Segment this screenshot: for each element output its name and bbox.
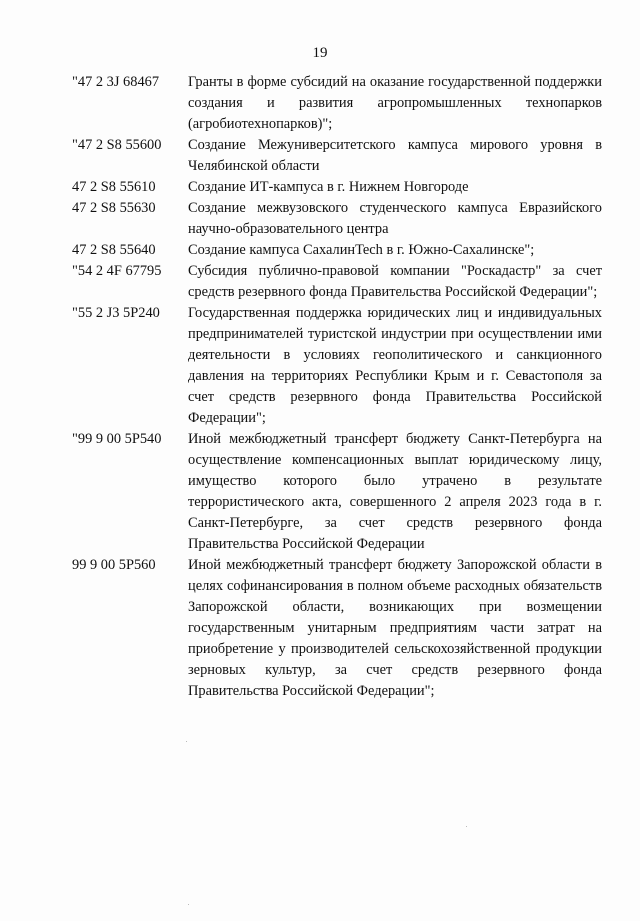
list-item <box>72 135 602 177</box>
budget-code: "55 2 J3 5P240 <box>72 305 160 321</box>
list-item <box>72 555 602 702</box>
budget-code: "99 9 00 5P540 <box>72 431 162 447</box>
list-item <box>72 72 602 135</box>
list-item <box>72 429 602 555</box>
budget-description: Создание межвузовского студенческого кампуса Евразийского научно-образовательного центра <box>188 200 602 237</box>
budget-code: "47 2 3J 68467 <box>72 74 160 90</box>
budget-code: "47 2 S8 55600 <box>72 137 162 153</box>
list-item <box>72 177 602 198</box>
budget-description: Создание кампуса СахалинTech в г. Южно-Сахалинске"; <box>188 242 535 258</box>
list-item <box>72 261 602 303</box>
budget-description: Создание Межуниверситетского кампуса мирового уровня в Челябинской области <box>188 137 602 174</box>
list-item <box>72 303 602 429</box>
scan-speck <box>466 826 467 827</box>
list-item <box>72 198 602 240</box>
scan-speck <box>186 741 187 742</box>
budget-code: 47 2 S8 55610 <box>72 179 156 195</box>
budget-code: 47 2 S8 55630 <box>72 200 156 216</box>
budget-code: 99 9 00 5P560 <box>72 557 156 573</box>
budget-description: Иной межбюджетный трансферт бюджету Запорожской области в целях софинансирования в полном объеме расходных обязательств Запорожской области, возникающих при возмещении государственным унитарным предприятиям части затрат на приобретение у производителей сельскохозяйственной продукции зерновых культур, за счет средств резервного фонда Правительства Российской Федерации"; <box>188 557 602 699</box>
budget-description: Субсидия публично-правовой компании "Роскадастр" за счет средств резервного фонда Правительства Российской Федерации"; <box>188 263 602 300</box>
budget-description: Создание ИТ-кампуса в г. Нижнем Новгороде <box>188 179 469 195</box>
budget-code-list <box>72 72 602 702</box>
page-number: 19 <box>312 45 328 61</box>
budget-code: 47 2 S8 55640 <box>72 242 156 258</box>
scan-speck <box>188 904 189 905</box>
list-item <box>72 240 602 261</box>
budget-description: Иной межбюджетный трансферт бюджету Санкт-Петербурга на осуществление компенсационных выплат юридическому лицу, имущество которого было утрачено в результате террористического акта, совершенного 2 апреля 2023 года в г. Санкт-Петербурге, за счет средств резервного фонда Правительства Российской Федерации <box>188 431 602 552</box>
budget-description: Государственная поддержка юридических лиц и индивидуальных предпринимателей туристской индустрии при осуществлении ими деятельности в условиях геополитического и санкционного давления на территориях Республики Крым и г. Севастополя за счет средств резервного фонда Правительства Российской Федерации"; <box>188 305 602 426</box>
budget-description: Гранты в форме субсидий на оказание государственной поддержки создания и развития агропромышленных технопарков (агробиотехнопарков)"; <box>188 74 602 132</box>
budget-code: "54 2 4F 67795 <box>72 263 162 279</box>
